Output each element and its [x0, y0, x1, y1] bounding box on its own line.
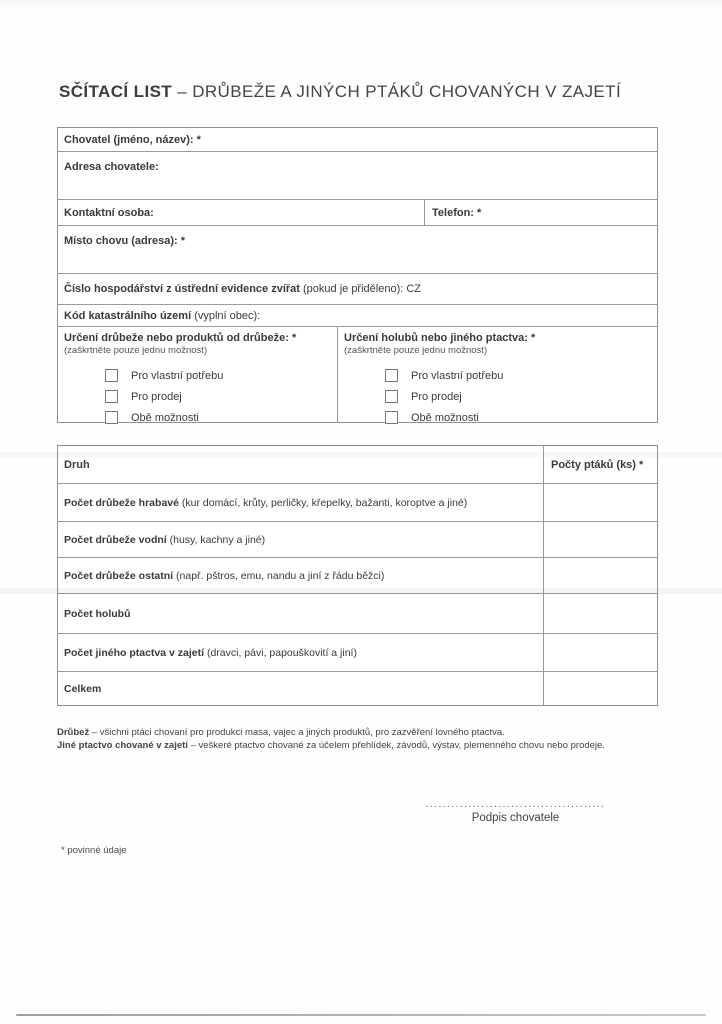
- scan-artifact-bottom-edge: [16, 1014, 706, 1016]
- field-row-chovatel[interactable]: [58, 128, 657, 151]
- table-row-celkem: [58, 671, 657, 705]
- page-title-rest: – DRŮBEŽE A JINÝCH PTÁKŮ CHOVANÝCH V ZAJETÍ: [172, 82, 622, 101]
- field-row-cislo-hospodarstvi[interactable]: [58, 273, 657, 304]
- table-row-hrabave: [58, 483, 657, 521]
- option-row: [105, 365, 337, 386]
- row-label-rest: (např. pštros, emu, nandu a jiní z řádu běžci): [173, 569, 385, 582]
- checkbox-drubez-pro-vlastni-potrebu[interactable]: [105, 369, 118, 382]
- count-input-cell[interactable]: [543, 672, 657, 705]
- option-label: Obě možnosti: [411, 411, 479, 424]
- count-input-cell[interactable]: [543, 522, 657, 557]
- signature-label: Podpis chovatele: [471, 812, 560, 824]
- telefon-label: Telefon: *: [432, 206, 482, 219]
- table-row-vodni: [58, 521, 657, 557]
- page-title: [59, 82, 669, 102]
- option-label: Obě možnosti: [131, 411, 199, 424]
- footnote-text: – všichni ptáci chovaní pro produkci masa, vajec a jiných produktů, pro zazvěření lovného ptactva.: [89, 727, 505, 738]
- bird-counts-table: [57, 445, 658, 706]
- kod-label-rest: (vyplní obec):: [191, 309, 261, 322]
- footnote-drubez: [57, 727, 697, 740]
- purpose-drubez-title: Určení drůbeže nebo produktů od drůbeže: *: [64, 332, 297, 344]
- kod-label-bold: Kód katastrálního území: [64, 309, 192, 322]
- option-label: Pro vlastní potřebu: [131, 369, 224, 382]
- purpose-column-holubi: [338, 327, 657, 422]
- count-input-cell[interactable]: [543, 594, 657, 633]
- option-label: Pro prodej: [131, 390, 182, 403]
- count-input-cell[interactable]: [543, 634, 657, 671]
- footnote-text: – veškeré ptactvo chované za účelem přehlídek, závodů, výstav, plemenného chovu nebo prodeje.: [187, 739, 605, 751]
- purpose-holubi-subtitle: (zaškrtněte pouze jednu možnost): [344, 345, 488, 356]
- chovatel-label: Chovatel (jméno, název): *: [64, 133, 201, 146]
- field-telefon[interactable]: [425, 200, 657, 225]
- checkbox-holubi-pro-vlastni-potrebu[interactable]: [385, 369, 398, 382]
- option-label: Pro vlastní potřebu: [411, 369, 504, 382]
- option-row: [105, 407, 337, 428]
- signature-dotted-line[interactable]: ..........................................: [425, 799, 606, 810]
- page-title-bold: SČÍTACÍ LIST: [59, 82, 173, 101]
- purpose-drubez-subtitle: (zaškrtněte pouze jednu možnost): [64, 345, 208, 356]
- row-label-bold: Počet holubů: [64, 607, 131, 620]
- option-label: Pro prodej: [411, 390, 462, 403]
- scan-artifact-band: [0, 452, 722, 457]
- purpose-holubi-title: Určení holubů nebo jiného ptactva: *: [344, 332, 536, 344]
- field-row-kod-katastru[interactable]: [58, 304, 657, 326]
- scan-artifact-band: [0, 588, 722, 594]
- option-row: [385, 386, 657, 407]
- purpose-column-drubez: [58, 327, 338, 422]
- row-label-rest: (husy, kachny a jiné): [166, 533, 266, 546]
- row-label-bold: Počet drůbeže ostatní: [64, 569, 174, 582]
- footnote-term: Drůbež: [57, 727, 90, 738]
- field-row-adresa[interactable]: [58, 151, 657, 199]
- footnote-jine-ptactvo: [57, 740, 697, 753]
- option-row: [105, 386, 337, 407]
- kontaktni-label: Kontaktní osoba:: [64, 206, 154, 219]
- table-row-holubi: [58, 593, 657, 633]
- cislo-label-rest: (pokud je přiděleno): CZ: [299, 283, 422, 295]
- checkbox-holubi-pro-prodej[interactable]: [385, 390, 398, 403]
- row-label-bold: Počet drůbeže vodní: [64, 533, 167, 546]
- misto-label: Místo chovu (adresa): *: [64, 235, 186, 247]
- field-row-misto-chovu[interactable]: [58, 225, 657, 273]
- row-label-rest: (kur domácí, krůty, perličky, křepelky, bažanti, koroptve a jiné): [178, 496, 468, 509]
- field-kontaktni-osoba[interactable]: [58, 200, 425, 225]
- checkbox-drubez-pro-prodej[interactable]: [105, 390, 118, 403]
- option-row: [385, 365, 657, 386]
- row-label-bold: Počet drůbeže hrabavé: [64, 496, 179, 509]
- required-fields-note: * povinné údaje: [61, 845, 127, 856]
- checkbox-holubi-obe-moznosti[interactable]: [385, 411, 398, 424]
- scan-artifact-top: [0, 0, 722, 14]
- purpose-section: [58, 326, 657, 422]
- adresa-label: Adresa chovatele:: [64, 161, 159, 173]
- count-input-cell[interactable]: [543, 484, 657, 521]
- row-label-rest: (dravci, pávi, papouškovití a jiní): [204, 646, 357, 659]
- signature-block: [408, 799, 623, 824]
- table-row-jine-ptactvo: [58, 633, 657, 671]
- option-row: [385, 407, 657, 428]
- cislo-label-bold: Číslo hospodářství z ústřední evidence zvířat: [64, 283, 300, 295]
- header-info-table: [57, 127, 658, 423]
- column-header-pocty: Počty ptáků (ks) *: [543, 446, 657, 483]
- row-label-bold: Celkem: [64, 682, 102, 695]
- definitions-footnotes: [57, 727, 697, 752]
- row-label-bold: Počet jiného ptactva v zajetí: [64, 646, 205, 659]
- field-row-kontakt: [58, 199, 657, 225]
- checkbox-drubez-obe-moznosti[interactable]: [105, 411, 118, 424]
- column-header-druh: Druh: [64, 458, 90, 471]
- footnote-term: Jiné ptactvo chované v zajetí: [57, 739, 188, 751]
